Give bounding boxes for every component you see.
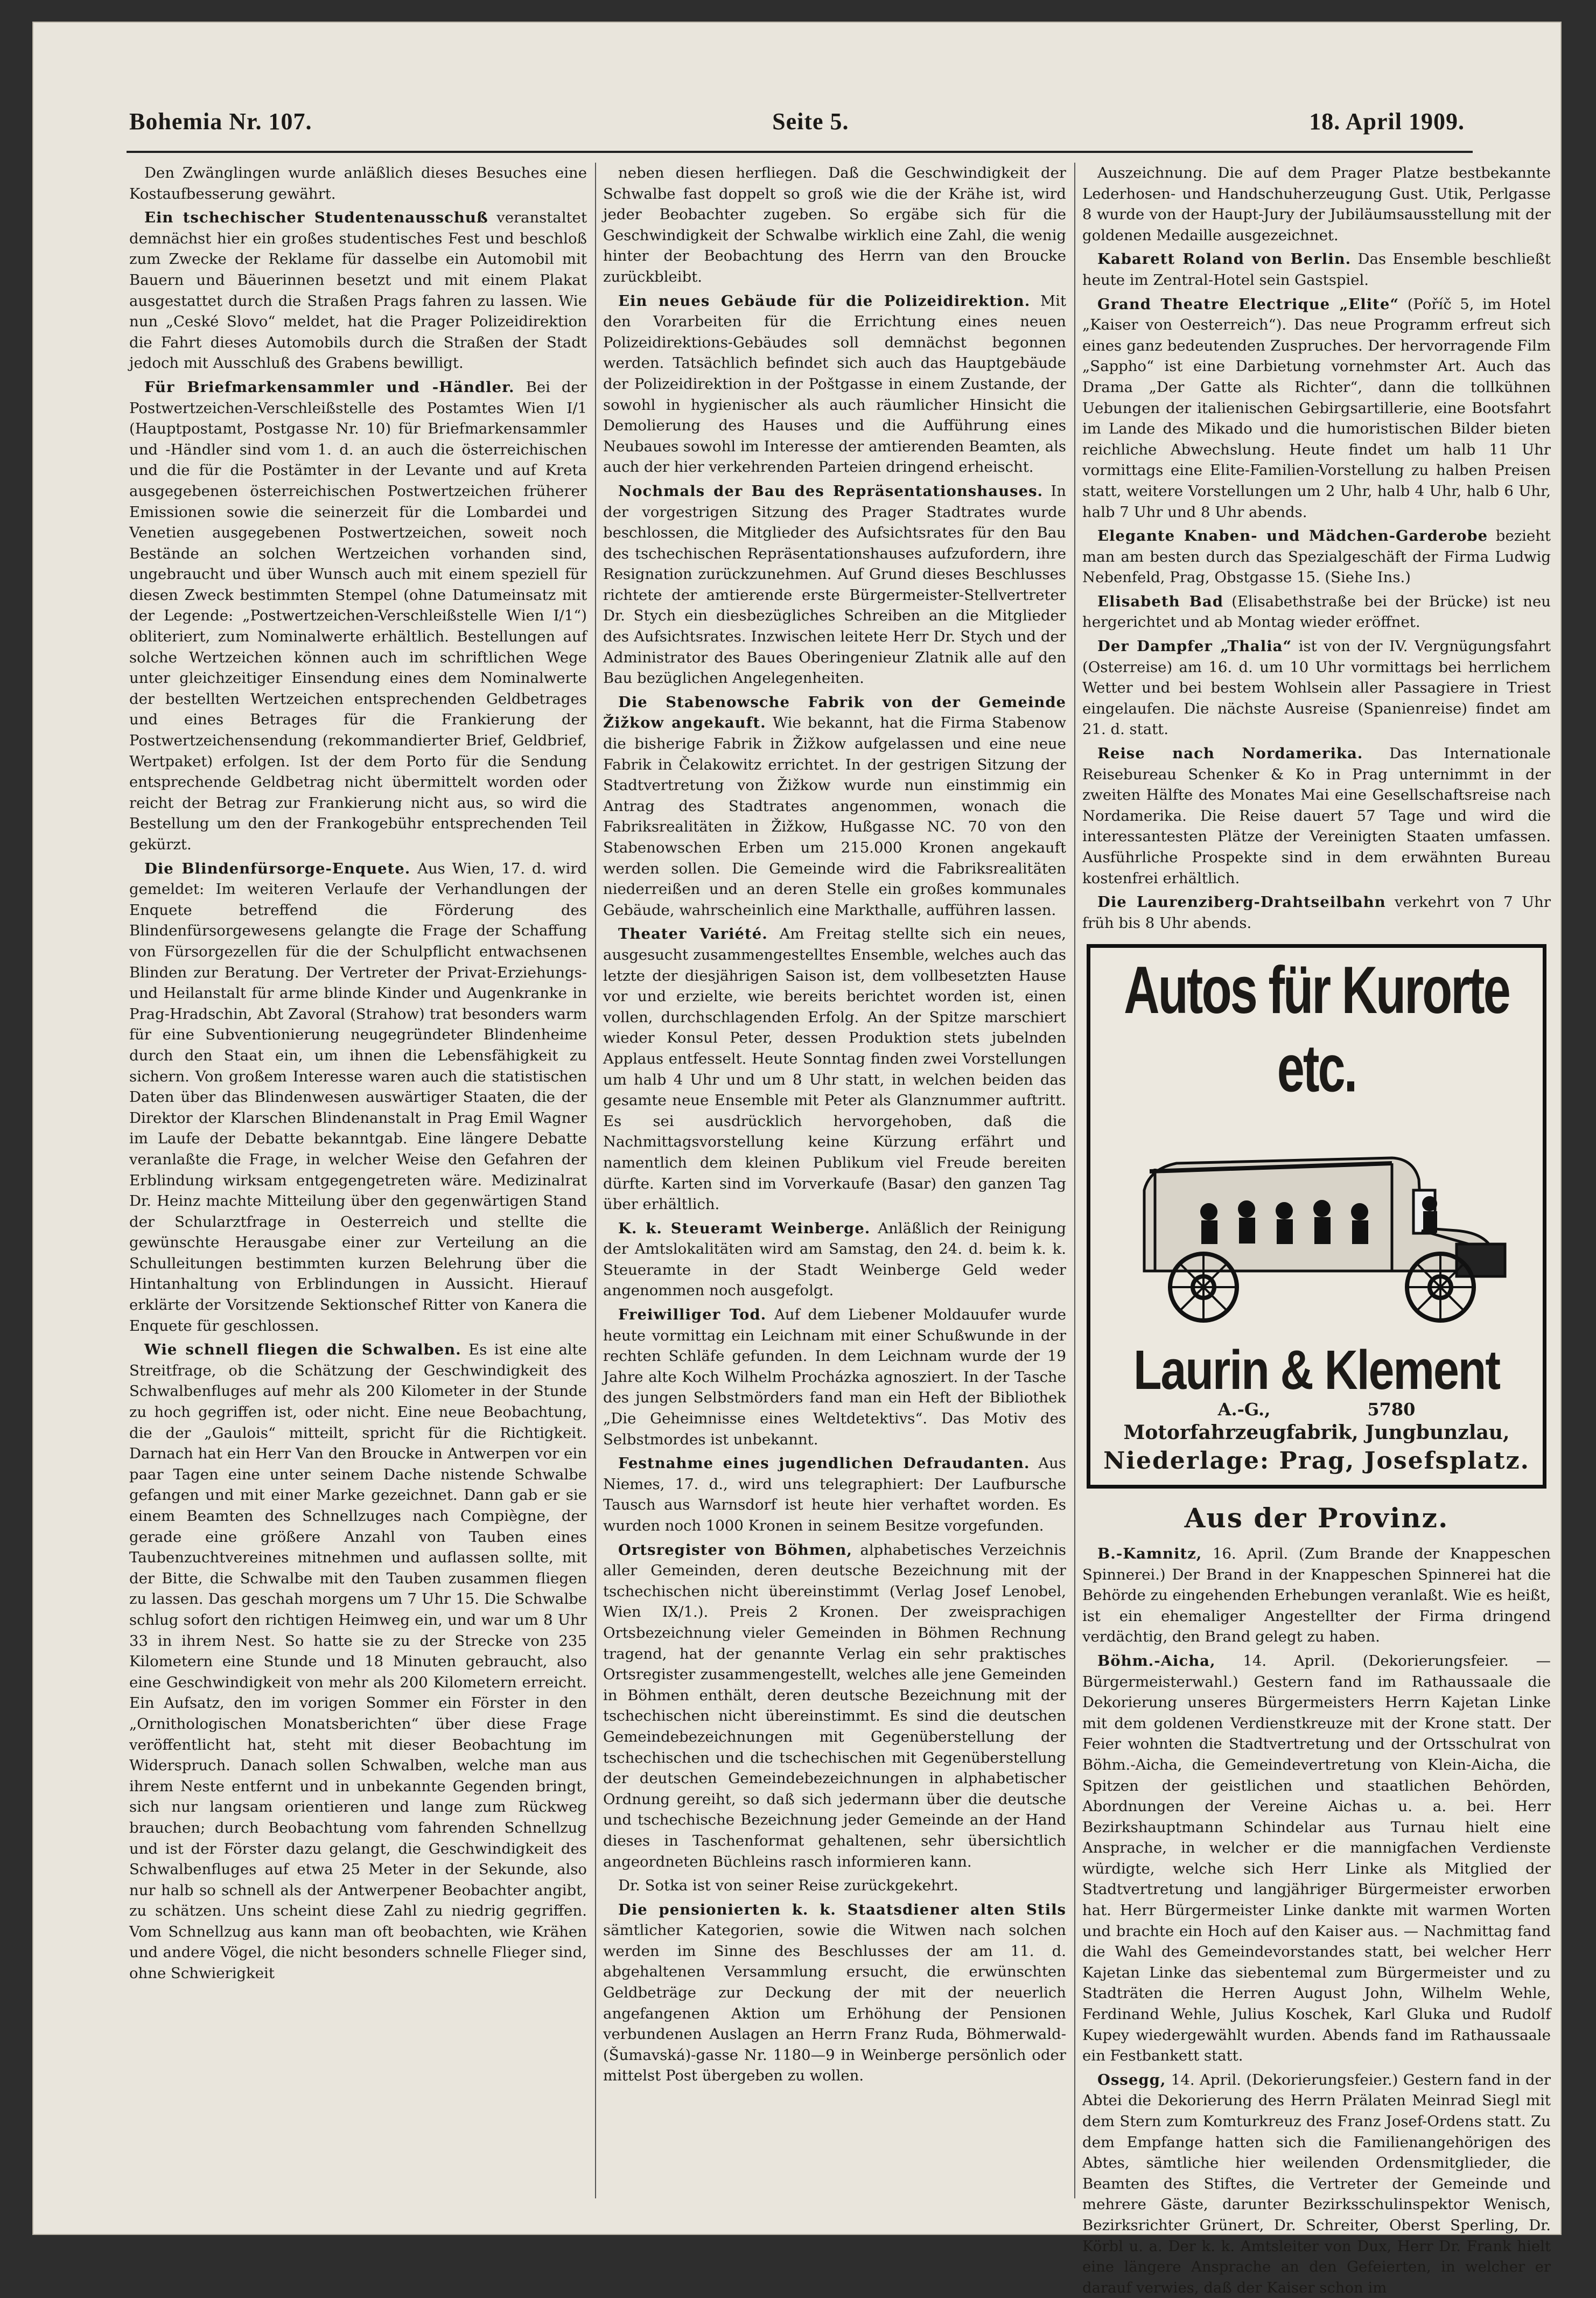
article-paragraph xyxy=(129,163,587,204)
article-text: Dr. Sotka ist von seiner Reise zurückgekehrt. xyxy=(618,1877,958,1895)
article-text: Auf dem Liebener Moldauufer wurde heute vormittag ein Leichnam mit einer Schußwunde in der rechten Schläfe gefunden. In dem Leichnam wurde der 19 Jahre alte Koch Wilhelm Procházka agnosziert. In der Tasche des jungen Selbstmörders fand man ein Heft der Bibliothek „Die Geheimnisse eines Weltdetektivs“. Das Motiv des Selbstmordes ist unbekannt. xyxy=(603,1306,1066,1448)
section-title-province: Aus der Provinz. xyxy=(1184,1501,1449,1534)
article-heading: Böhm.-Aicha, xyxy=(1097,1652,1216,1670)
page-number: Seite 5. xyxy=(772,108,849,135)
article-paragraph xyxy=(603,481,1066,689)
article-paragraph xyxy=(1082,1651,1551,2066)
article-text: sämtlicher Kategorien, sowie die Witwen nach solchen werden im Sinne des Beschlusses der am 11. d. abgehaltenen Versammlung ersucht, die erwünschten Geldbeträge zur Deckung der mit der neuerlich angefangenen Aktion um Erhöhung der Pensionen verbundenen Auslagen an Herrn Franz Ruda, Böhmerwald-(Šumavská)-gasse Nr. 1180—9 in Weinberge persönlich oder mittelst Post übergeben zu wollen. xyxy=(603,1922,1066,2085)
article-text: 16. April. (Zum Brande der Knappeschen Spinnerei.) Der Brand in der Knappeschen Spinnerei hat die Behörde zu eingehenden Erhebungen veranlaßt. Wie es heißt, ist ein ehemaliger Angestellter der Firma dringend verdächtig, den Brand gelegt zu haben. xyxy=(1082,1545,1551,1646)
article-text: Aus Wien, 17. d. wird gemeldet: Im weiteren Verlaufe der Verhandlungen der Enquete betreffend die Förderung des Blindenfürsorgewesens gelangte die Frage der Schaffung von Fürsorgezellen für die der Schulpflicht entwachsenen Blinden zur Beratung. Der Vertreter der Privat-Erziehungs- und Heilanstalt für arme blinde Kinder und Augenkranke in Prag-Hradschin, Abt Zavoral (Strahow) trat besonders warm für eine Subventionierung neugegründeter Blindenheime durch den Staat ein, um ihnen die Lebensfähigkeit zu sichern. Von großem Interesse waren auch die statistischen Daten über das Blindenwesen auswärtiger Staaten, die der Direktor der Klarschen Blindenanstalt in Prag Emil Wagner im Laufe der Debatte bekanntgab. Eine längere Debatte veranlaßte die Frage, in welcher Weise den Gefahren der Erblindung wirksam entgegengetreten wäre. Medizinalrat Dr. Heinz machte Mitteilung über den gegenwärtigen Stand der Schularztfrage in Oesterreich und stellte die gewünschte Herausgabe einer zur Verteilung an die Schulleitungen bestimmten kurzen Belehrung über die Hintanhaltung von Erblindungen in Aussicht. Hierauf erklärte der Vorsitzende Sektionschef Ritter von Kanera die Enquete für geschlossen. xyxy=(129,860,587,1335)
article-text: Wie bekannt, hat die Firma Stabenow die bisherige Fabrik in Žižkow aufgelassen und eine neue Fabrik in Čelakowitz errichtet. In der gestrigen Sitzung der Stadtvertretung von Žižkow wurde nun einstimmig ein Antrag des Stadtrates angenommen, wonach die Fabriksrealitäten in Žižkow, Hußgasse NC. 70 von den Stabenowschen Erben um 215.000 Kronen angekauft werden sollen. Die Gemeinde wird die Fabriksrealitäten niederreißen und an deren Stelle ein großes kommunales Gebäude, wahrscheinlich eine Markthalle, aufführen lassen. xyxy=(603,714,1066,919)
automobile-illustration xyxy=(1112,1109,1521,1336)
article-text: Mit den Vorarbeiten für die Errichtung eines neuen Polizeidirektions-Gebäudes soll demnächst begonnen werden. Tatsächlich befindet sich auch das Hauptgebäude der Polizeidirektion in der Poštgasse in einem Zustande, der sowohl in hygienischer als auch räumlicher Hinsicht die Demolierung des Hauses und die Aufführung eines Neubaues sowohl im Interesse der amtierenden Beamten, als auch der hier verkehrenden Parteien dringend erheischt. xyxy=(603,292,1066,476)
ad-brand: Laurin & Klement xyxy=(1133,1339,1500,1401)
article-text: Aus Niemes, 17. d., wird uns telegraphiert: Der Laufbursche Tausch aus Warnsdorf ist heute hier verhaftet worden. Es wurden noch 1000 Kronen in seinem Besitze vorgefunden. xyxy=(603,1455,1066,1534)
article-text: ist von der IV. Vergnügungsfahrt (Osterreise) am 16. d. um 10 Uhr vormittags bei herrlichem Wetter und bei bestem Wohlsein aller Passagiere in Triest eingelaufen. Die nächste Ausreise (Spanienreise) findet am 21. d. statt. xyxy=(1082,638,1551,738)
article-heading: K. k. Steueramt Weinberge. xyxy=(618,1219,871,1237)
article-paragraph xyxy=(1082,526,1551,588)
article-heading: Ossegg, xyxy=(1097,2071,1166,2089)
article-heading: Die pensionierten k. k. Staatsdiener alten Stils xyxy=(618,1901,1066,1918)
article-paragraph xyxy=(603,163,1066,288)
issue-date: 18. April 1909. xyxy=(1309,108,1465,135)
article-heading: Freiwilliger Tod. xyxy=(618,1306,767,1324)
article-text: In der vorgestrigen Sitzung des Prager Stadtrates wurde beschlossen, die Mitglieder des Aufsichtsrates für den Bau des tschechischen Repräsentationshauses aufzufordern, ihre Resignation zurückzunehmen. Auf Grund dieses Beschlusses richtete der amtierende erste Bürgermeister-Stellvertreter Dr. Stych ein diesbezügliches Schreiben an die Mitglieder des Aufsichtsrates. Inzwischen leitete Herr Dr. Stych und der Administrator des Baues Oberingenieur Zlatnik alle auf den Bau bezüglichen Angelegenheiten. xyxy=(603,482,1066,687)
article-paragraph xyxy=(603,1218,1066,1301)
article-paragraph xyxy=(603,1304,1066,1450)
article-heading: Die Laurenziberg-Drahtseilbahn xyxy=(1097,893,1386,911)
article-paragraph xyxy=(603,291,1066,478)
article-text: neben diesen herfliegen. Daß die Geschwindigkeit der Schwalbe fast doppelt so groß wie die der Krähe ist, wird jeder Beobachter zugeben. So ergäbe sich für die Geschwindigkeit der Schwalbe wirklich eine Zahl, die wenig hinter der Beobachtung des Herrn van den Broucke zurückbleibt. xyxy=(603,164,1066,285)
article-text: Bei der Postwertzeichen-Verschleißstelle des Postamtes Wien I/1 (Hauptpostamt, Postgasse Nr. 10) für Briefmarkensammler und -Händler sind vom 1. d. an auch die österreichischen und die für die Postämter in der Levante und auf Kreta ausgegebenen österreichischen Postwertzeichen früherer Emissionen sowie die seinerzeit für die Lombardei und Venetien ausgegebenen Postwertzeichen, soweit noch Bestände an solchen Wertzeichen vorhanden sind, ungebraucht und über Wunsch auch mit einem speziell für diesen Zweck bestimmten Stempel (ohne Datumeinsatz mit der Legende: „Postwertzeichen-Verschleißstelle Wien I/1“) obliteriert, zum Nominalwerte erhältlich. Bestellungen auf solche Wertzeichen können auch im schriftlichen Wege unter gleichzeitiger Einsendung eines dem Nominalwerte der bestellten Wertzeichen entsprechenden Geldbetrages und eines Betrages für die Frankierung der Postwertzeichensendung (rekommandierter Brief, Geldbrief, Wertpaket) erfolgen. Ist der dem Porto für die Sendung entsprechende Geldbetrag nicht übermittelt worden oder reicht der Betrag zur Frankierung nicht aus, so wird die Bestellung um den der Frankogebühr entsprechenden Teil gekürzt. xyxy=(129,378,587,853)
article-paragraph xyxy=(129,377,587,855)
article-heading: Nochmals der Bau des Repräsentationshauses. xyxy=(618,482,1044,500)
article-text: Anläßlich der Reinigung der Amtslokalitäten wird am Samstag, den 24. d. beim k. k. Steueramte in der Stadt Weinberge Geld weder angenommen noch ausgefolgt. xyxy=(603,1219,1066,1300)
article-heading: Reise nach Nordamerika. xyxy=(1097,745,1363,763)
ad-code: 5780 xyxy=(1367,1399,1416,1420)
article-heading: Ortsregister von Böhmen, xyxy=(618,1541,852,1559)
article-paragraph xyxy=(603,1540,1066,1873)
article-heading: Theater Variété. xyxy=(618,925,768,943)
article-heading: Für Briefmarkensammler und -Händler. xyxy=(144,378,515,396)
article-paragraph xyxy=(1082,163,1551,246)
article-text: Es ist eine alte Streitfrage, ob die Schätzung der Geschwindigkeit des Schwalbenfluges auf mehr als 200 Kilometer in der Stunde zu hoch gegriffen ist, oder nicht. Eine neue Beobachtung, die der „Gaulois“ mitteilt, spricht für die Richtigkeit. Darnach hat ein Herr Van den Broucke in Antwerpen vor ein paar Tagen eine unter seinem Dache nistende Schwalbe gefangen und mit einer Marke gezeichnet. Dann gab er sie einem Beamten des Schnellzuges nach Compiègne, der gerade eine größere Anzahl von Tauben eines Taubenzuchtvereines mitnehmen und auflassen sollte, mit der Bitte, die Schwalbe mit den Tauben zusammen fliegen zu lassen. Das geschah morgens um 7 Uhr 15. Die Schwalbe schlug sofort den richtigen Heimweg ein, und war um 8 Uhr 33 in ihrem Nest. So hatte sie zu der Strecke von 235 Kilometern eine Stunde und 18 Minuten gebraucht, also eine Geschwindigkeit von mehr als 200 Kilometern erreicht. Ein Aufsatz, den im vorigen Sommer ein Förster in den „Ornithologischen Monatsberichten“ über diese Frage veröffentlicht hat, steht mit dieser Beobachtung im Widerspruch. Danach sollen Schwalben, welche man aus ihrem Neste entfernt und in unbekannte Gegenden bringt, sich nur langsam orientieren und lange zum Rückweg brauchen; durch Beobachtung vom fahrenden Schnellzug und ist der Förster dazu gelangt, die Geschwindigkeit des Schwalbenfluges auf etwa 25 Meter in der Sekunde, also nur halb so schnell als der Antwerpener Beobachter angibt, zu schätzen. Uns scheint diese Zahl zu niedrig gegriffen. Vom Schnellzug aus kann man oft beobachten, wie Krähen und andere Vögel, die nicht besonders schnelle Flieger sind, ohne Schwierigkeit xyxy=(129,1341,587,1982)
article-text: 14. April. (Dekorierungsfeier. — Bürgermeisterwahl.) Gestern fand im Rathaussaale die Dekorierung unseres Bürgermeisters Herrn Kajetan Linke mit dem goldenen Verdienstkreuze mit der Krone statt. Der Feier wohnten die Stadtvertretung und der Ortsschulrat von Böhm.-Aicha, die Gemeindevertretung von Klein-Aicha, die Spitzen der geistlichen und staatlichen Behörden, Abordnungen der Vereine Aichas u. a. bei. Herr Bezirkshauptmann Schindelar aus Turnau hielt eine Ansprache, in welcher er die mannigfachen Verdienste würdigte, welche sich Herr Linke als Mitglied der Stadtvertretung und langjähriger Bürgermeister erworben hat. Herr Bürgermeister Linke dankte mit warmen Worten und brachte ein Hoch auf den Kaiser aus. — Nachmittag fand die Wahl des Gemeindevorstandes statt, bei welcher Herr Kajetan Linke das siebentemal zum Bürgermeister und zu Stadträten die Herren August John, Wilhelm Wehle, Ferdinand Wehle, Julius Koschek, Karl Gluka und Rudolf Kupey wiedergewählt wurden. Abends fand im Rathaussaale ein Festbankett statt. xyxy=(1082,1652,1551,2065)
article-paragraph xyxy=(1082,1543,1551,1647)
article-paragraph xyxy=(1082,743,1551,889)
article-heading: Festnahme eines jugendlichen Defraudanten. xyxy=(618,1455,1030,1472)
article-paragraph xyxy=(603,924,1066,1214)
article-paragraph xyxy=(603,1453,1066,1536)
laurin-klement-advertisement xyxy=(1087,944,1546,1489)
ad-company-form: A.-G., xyxy=(1217,1399,1271,1420)
article-text: Den Zwänglingen wurde anläßlich dieses Besuches eine Kostaufbesserung gewährt. xyxy=(129,164,587,202)
article-heading: Ein tschechischer Studentenausschuß xyxy=(144,209,488,227)
article-paragraph xyxy=(603,692,1066,921)
article-text: bezieht man am besten durch das Spezialgeschäft der Firma Ludwig Nebenfeld, Prag, Obstgasse 15. (Siehe Ins.) xyxy=(1082,527,1551,586)
article-paragraph xyxy=(129,858,587,1337)
article-paragraph xyxy=(1082,2070,1551,2298)
column-3 xyxy=(1082,163,1551,2296)
article-paragraph xyxy=(1082,892,1551,933)
article-paragraph xyxy=(129,207,587,374)
article-paragraph xyxy=(129,1339,587,1983)
article-text: veranstaltet demnächst hier ein großes studentisches Fest und beschloß zum Zwecke der Reklame für dasselbe ein Automobil mit Bauern und Bäuerinnen besetzt und mit einem Plakat ausgestattet durch die Straßen Prags fahren zu lassen. Wie nun „Ceské Slovo“ meldet, hat die Prager Polizeidirektion die Fahrt dieses Automobils durch die Straßen der Stadt jedoch mit Ausschluß des Grabens bewilligt. xyxy=(129,209,587,372)
column-3-province xyxy=(1082,1543,1551,2298)
article-heading: Die Stabenowsche Fabrik von der Gemeinde Žižkow angekauft. xyxy=(603,693,1066,732)
article-paragraph xyxy=(1082,591,1551,633)
article-paragraph xyxy=(603,1899,1066,2086)
article-heading: Der Dampfer „Thalia“ xyxy=(1097,638,1292,655)
column-1 xyxy=(129,163,587,2198)
article-heading: Ein neues Gebäude für die Polizeidirektion. xyxy=(618,292,1031,310)
column-2 xyxy=(603,163,1066,2198)
column-3-news xyxy=(1082,163,1551,933)
article-heading: Kabarett Roland von Berlin. xyxy=(1097,250,1352,268)
column-divider xyxy=(1074,163,1075,2198)
article-paragraph xyxy=(1082,636,1551,740)
article-heading: Elegante Knaben- und Mädchen-Garderobe xyxy=(1097,527,1488,545)
article-text: Auszeichnung. Die auf dem Prager Platze bestbekannte Lederhosen- und Handschuherzeugung Gust. Utik, Perlgasse 8 wurde von der Haupt-Jury der Jubiläumsausstellung mit der goldenen Medaille ausgezeichnet. xyxy=(1082,164,1551,244)
newspaper-page xyxy=(32,22,1562,2296)
ad-factory: Motorfahrzeugfabrik, Jungbunzlau, xyxy=(1123,1421,1510,1444)
article-text: Das Internationale Reisebureau Schenker & Ko in Prag unternimmt in der zweiten Hälfte des Monates Mai eine Gesellschaftsreise nach Nordamerika. Die Reise dauert 57 Tage und wird die interessantesten Plätze der Vereinigten Staaten umfassen. Ausführliche Prospekte sind in dem erwähnten Bureau kostenfrei erhältlich. xyxy=(1082,745,1551,887)
article-text: 14. April. (Dekorierungsfeier.) Gestern fand in der Abtei die Dekorierung des Herrn Prälaten Meinrad Siegl mit dem Stern zum Komturkreuz des Franz Josef-Ordens statt. Zu dem Empfange hatten sich die Familienangehörigen des Abtes, sämtliche hier weilenden Ordensmitglieder, die Beamten des Stiftes, die Vertreter der Gemeinde und mehrere Gäste, darunter Bezirksschulinspektor Wenisch, Bezirksrichter Grünert, Dr. Schreiter, Oberst Sperling, Dr. Körbl u. a. Der k. k. Amtsleiter von Dux, Herr Dr. Frank hielt eine längere Ansprache an den Gefeierten, in welcher er darauf verwies, daß der Kaiser schon im xyxy=(1082,2071,1551,2296)
article-paragraph xyxy=(1082,249,1551,290)
header-rule xyxy=(127,151,1473,153)
article-text: verkehrt von 7 Uhr früh bis 8 Uhr abends. xyxy=(1082,893,1551,932)
column-divider xyxy=(595,163,596,2198)
article-heading: Elisabeth Bad xyxy=(1097,592,1223,610)
article-paragraph xyxy=(1082,294,1551,523)
article-heading: Die Blindenfürsorge-Enquete. xyxy=(144,860,411,877)
ad-branch: Niederlage: Prag, Josefsplatz. xyxy=(1103,1447,1530,1475)
article-text: (Elisabethstraße bei der Brücke) ist neu hergerichtet und ab Montag wieder eröffnet. xyxy=(1082,592,1551,631)
article-text: Das Ensemble beschließt heute im Zentral-Hotel sein Gastspiel. xyxy=(1082,250,1551,289)
article-text: (Poříč 5, im Hotel „Kaiser von Oesterreich“). Das neue Programm erfreut sich eines ganz bedeutenden Zuspruches. Der hervorragende Film „Sappho“ ist eine Darbietung vornehmster Art. Auch das Drama „Der Gatte als Richter“, dann die tollkühnen Uebungen der italienischen Gebirgsartillerie, eine Bootsfahrt im Lande des Mikado und die humoristischen Bilder bieten reichliche Abwechslung. Heute findet um halb 11 Uhr vormittags eine Elite-Familien-Vorstellung zu halben Preisen statt, weitere Vorstellungen um 2 Uhr, halb 4 Uhr, halb 6 Uhr, halb 7 Uhr und 8 Uhr abends. xyxy=(1082,295,1551,521)
article-paragraph xyxy=(603,1875,1066,1896)
article-text: Am Freitag stellte sich ein neues, ausgesucht zusammengestelltes Ensemble, welches auch das letzte der diesjährigen Saison ist, dem vollbesetzten Hause vor und erzielte, wie bereits berichtet worden ist, einen vollen, durchschlagenden Erfolg. An der Spitze marschiert wieder Konsul Peter, dessen Produktion stets jubelnden Applaus entfesselt. Heute Sonntag finden zwei Vorstellungen um halb 4 Uhr und um 8 Uhr statt, in welchen beiden das gesamte neue Ensemble mit Peter als Glanznummer auftritt. Es sei ausdrücklich hervorgehoben, daß die Nachmittagsvorstellung keine Kürzung erfährt und namentlich dem kleinen Publikum viel Freude bereiten dürfte. Karten sind im Vorverkaufe (Basar) den ganzen Tag über erhältlich. xyxy=(603,925,1066,1213)
article-heading: B.-Kamnitz, xyxy=(1097,1545,1202,1562)
paper-name: Bohemia Nr. 107. xyxy=(129,108,312,135)
page-header xyxy=(129,102,1465,140)
ad-title: Autos für Kurorte etc. xyxy=(1124,953,1509,1107)
ad-company-row xyxy=(1099,1399,1534,1420)
article-text: alphabetisches Verzeichnis aller Gemeinden, deren deutsche Bezeichnung mit der tschechischen nicht übereinstimmt (Verlag Josef Lenobel, Wien IX/1.). Preis 2 Kronen. Der zweisprachigen Ortsbezeichnung vieler Gemeinden in Böhmen Rechnung tragend, hat der genannte Verlag ein sehr praktisches Ortsregister zusammengestellt, welches alle jene Gemeinden in Böhmen enthält, deren deutsche Bezeichnung mit der tschechischen nicht übereinstimmt. Es sind die deutschen Gemeindebezeichnungen mit Gegenüberstellung der tschechischen und die tschechischen mit Gegenüberstellung der deutschen Gemeindebezeichnungen in alphabetischer Ordnung gereiht, so daß sich jedermann über die deutsche und tschechische Bezeichnung jeder Gemeinde an der Hand dieses in Taschenformat gehaltenen, sehr übersichtlich angeordneten Büchleins rasch informieren kann. xyxy=(603,1541,1066,1870)
article-heading: Wie schnell fliegen die Schwalben. xyxy=(144,1341,461,1359)
article-heading: Grand Theatre Electrique „Elite“ xyxy=(1097,295,1399,313)
